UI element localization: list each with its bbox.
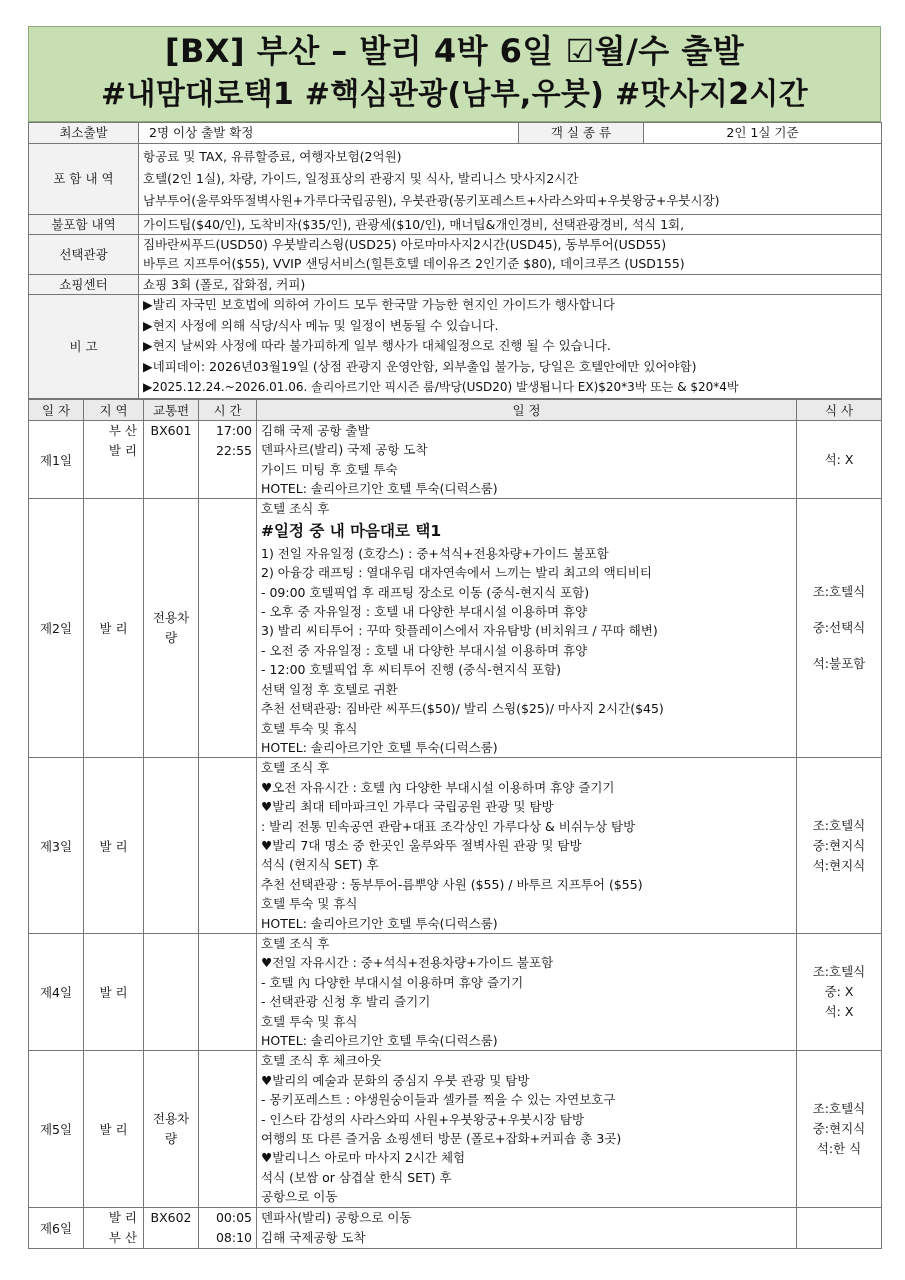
itinerary-line: 석식 (현지식 SET) 후 bbox=[261, 857, 379, 873]
itinerary-line: 3) 발리 씨티투어 : 꾸따 핫플레이스에서 자유탐방 (비치워크 / 꾸따 해변) bbox=[261, 623, 658, 639]
remark-line: ▶2025.12.24.~2026.01.06. 솔리아르기안 픽시즌 룸/박당(USD20) 발생됩니다 EX)$20*3박 또는 & $20*4박 bbox=[143, 380, 739, 395]
itinerary-line: 호텔 조식 후 bbox=[261, 935, 330, 951]
itinerary-line: 1) 전일 자유일정 (호캉스) : 중+석식+전용차량+가이드 불포함 bbox=[261, 545, 609, 561]
meal-cell bbox=[797, 1207, 882, 1248]
time-cell bbox=[199, 758, 257, 934]
region-name: 발 리 bbox=[84, 933, 144, 1050]
itinerary-line: 추천 선택관광: 짐바란 씨푸드($50)/ 발리 스윙($25)/ 마사지 2시간($45) bbox=[261, 701, 664, 717]
time-cell bbox=[199, 1051, 257, 1207]
remarks-label: 비 고 bbox=[29, 295, 139, 399]
meal-item: 조:호텔식 bbox=[812, 584, 866, 600]
day-label: 제2일 bbox=[29, 499, 84, 758]
itinerary-line: - 12:00 호텔픽업 후 씨티투어 진행 (중식-현지식 포함) bbox=[261, 662, 561, 678]
col-header-region: 지 역 bbox=[84, 399, 144, 420]
included-line: 항공료 및 TAX, 유류할증료, 여행자보험(2억원) bbox=[143, 148, 402, 164]
meal-cell bbox=[797, 933, 882, 1050]
itinerary-line: 김해 국제 공항 출발 bbox=[261, 422, 370, 438]
day-row bbox=[29, 758, 882, 934]
meal-item: 중: X bbox=[824, 984, 854, 1000]
transport-cell bbox=[144, 933, 199, 1050]
time-cell bbox=[199, 933, 257, 1050]
time-value: 00:05 bbox=[215, 1209, 252, 1225]
day-row bbox=[29, 1051, 882, 1207]
included-label: 포 함 내 역 bbox=[29, 143, 139, 214]
itinerary-line: 가이드 미팅 후 호텔 투숙 bbox=[261, 461, 398, 477]
itinerary-line: 2) 아융강 래프팅 : 열대우림 대자연속에서 느끼는 발리 최고의 액티비티 bbox=[261, 565, 652, 581]
transport-cell: BX601 bbox=[144, 420, 199, 499]
remark-line: ▶네피데이: 2026년03월19일 (상점 관광지 운영안함, 외부출입 불가능, 당일은 호텔안에만 있어야함) bbox=[143, 358, 697, 374]
day-label: 제3일 bbox=[29, 758, 84, 934]
meal-item: 중:선택식 bbox=[812, 620, 866, 636]
meal-item: 중:현지식 bbox=[812, 837, 866, 853]
remark-line: ▶현지 날씨와 사정에 따라 불가피하게 일부 행사가 대체일정으로 진행 될 수 있습니다. bbox=[143, 338, 611, 354]
itinerary-line: ♥발리 7대 명소 중 한곳인 울루와뚜 절벽사원 관광 및 탐방 bbox=[261, 837, 582, 853]
day-label: 제5일 bbox=[29, 1051, 84, 1207]
col-header-day: 일 자 bbox=[29, 399, 84, 420]
itinerary-line: - 오전 중 자유일정 : 호텔 내 다양한 부대시설 이용하며 휴양 bbox=[261, 642, 588, 658]
optional-tours-list bbox=[139, 235, 882, 275]
meal-item: 석:한 식 bbox=[816, 1141, 862, 1157]
itinerary-line: - 오후 중 자유일정 : 호텔 내 다양한 부대시설 이용하며 휴양 bbox=[261, 604, 588, 620]
day-row bbox=[29, 499, 882, 758]
itinerary-line: ♥발리 최대 테마파크인 가루다 국립공원 관광 및 탐방 bbox=[261, 799, 554, 815]
itinerary-line: HOTEL: 솔리아르기안 호텔 투숙(디럭스룸) bbox=[261, 739, 498, 755]
included-list bbox=[139, 143, 882, 214]
itinerary-line: 선택 일정 후 호텔로 귀환 bbox=[261, 681, 398, 697]
transport-cell bbox=[144, 758, 199, 934]
time-value: 22:55 bbox=[215, 442, 252, 458]
region-name: 발 리 bbox=[108, 442, 137, 458]
itinerary-line: 호텔 투숙 및 휴식 bbox=[261, 720, 358, 736]
meal-cell bbox=[797, 420, 882, 499]
itinerary-line: HOTEL: 솔리아르기안 호텔 투숙(디럭스룸) bbox=[261, 1033, 498, 1048]
included-line: 호텔(2인 1실), 차량, 가이드, 일정표상의 관광지 및 식사, 발리니스 맛사지2시간 bbox=[143, 170, 579, 186]
day-label: 제4일 bbox=[29, 933, 84, 1050]
transport-cell: BX602 bbox=[144, 1207, 199, 1248]
itinerary-line: 덴파사르(발리) 국제 공항 도착 bbox=[261, 442, 428, 458]
itinerary-line: 여행의 또 다른 즐거움 쇼핑센터 방문 (폴로+잡화+커피숍 총 3곳) bbox=[261, 1131, 622, 1147]
itinerary-line: 호텔 조식 후 bbox=[261, 501, 330, 517]
itinerary-line: 추천 선택관광 : 동부투어-름뿌양 사원 ($55) / 바투르 지프투어 ($55) bbox=[261, 876, 643, 892]
region-name: 부 산 bbox=[108, 422, 137, 438]
itinerary-line: 호텔 투숙 및 휴식 bbox=[261, 1013, 358, 1029]
excluded-label: 불포함 내역 bbox=[29, 214, 139, 235]
meal-item: 중:현지식 bbox=[812, 1121, 866, 1137]
itinerary-cell bbox=[257, 1207, 797, 1248]
itinerary-cell bbox=[257, 1051, 797, 1207]
remarks-list bbox=[139, 295, 882, 399]
itinerary-line: 김해 국제공항 도착 bbox=[261, 1229, 366, 1245]
itinerary-line: 공항으로 이동 bbox=[261, 1189, 338, 1205]
itinerary-line: HOTEL: 솔리아르기안 호텔 투숙(디럭스룸) bbox=[261, 915, 498, 931]
day-label: 제6일 bbox=[29, 1207, 84, 1248]
col-header-itinerary: 일 정 bbox=[257, 399, 797, 420]
region-name: 발 리 bbox=[84, 758, 144, 934]
itinerary-line: ♥오전 자유시간 : 호텔 內 다양한 부대시설 이용하며 휴양 즐기기 bbox=[261, 779, 615, 795]
region-cell bbox=[84, 1207, 144, 1248]
meal-item: 석: X bbox=[824, 451, 854, 467]
itinerary-highlight: #일정 중 내 마음대로 택1 bbox=[261, 521, 442, 540]
meal-cell bbox=[797, 1051, 882, 1207]
meal-cell bbox=[797, 499, 882, 758]
optional-tours-line: 바투르 지프투어($55), VVIP 샌딩서비스(힐튼호텔 데이유즈 2인기준 $80), 데이크루즈 (USD155) bbox=[143, 256, 685, 272]
transport-cell: 전용차량 bbox=[144, 499, 199, 758]
region-name: 발 리 bbox=[108, 1209, 137, 1225]
col-header-transport: 교통편 bbox=[144, 399, 199, 420]
shopping-label: 쇼핑센터 bbox=[29, 274, 139, 295]
room-type-value: 2인 1실 기준 bbox=[644, 123, 882, 144]
shopping-value: 쇼핑 3회 (폴로, 잡화점, 커피) bbox=[139, 274, 882, 295]
itinerary-line: - 선택관광 신청 후 발리 즐기기 bbox=[261, 994, 431, 1010]
included-line: 남부투어(울루와뚜절벽사원+가루다국립공원), 우붓관광(몽키포레스트+사라스와띠+우붓왕궁+우붓시장) bbox=[143, 192, 720, 208]
itinerary-line: 호텔 투숙 및 휴식 bbox=[261, 896, 358, 912]
region-name: 부 산 bbox=[108, 1229, 137, 1245]
min-departure-label: 최소출발 bbox=[29, 123, 139, 144]
itinerary-line: ♥발리니스 아로마 마사지 2시간 체험 bbox=[261, 1150, 466, 1166]
meal-cell bbox=[797, 758, 882, 934]
day-row bbox=[29, 933, 882, 1050]
col-header-time: 시 간 bbox=[199, 399, 257, 420]
info-table bbox=[28, 122, 882, 399]
itinerary-line: - 몽키포레스트 : 야생원숭이들과 셀카를 찍을 수 있는 자연보호구 bbox=[261, 1092, 616, 1108]
room-type-label: 객 실 종 류 bbox=[519, 123, 644, 144]
itinerary-cell bbox=[257, 420, 797, 499]
title-line-2: #내맘대로택1 #핵심관광(남부,우붓) #맛사지2시간 bbox=[101, 77, 808, 112]
itinerary-line: HOTEL: 솔리아르기안 호텔 투숙(디럭스룸) bbox=[261, 481, 498, 497]
excluded-value: 가이드팁($40/인), 도착비자($35/인), 관광세($10/인), 매너팁&개인경비, 선택관광경비, 석식 1회, bbox=[139, 214, 882, 235]
min-departure-value: 2명 이상 출발 확정 bbox=[139, 123, 519, 144]
col-header-meals: 식 사 bbox=[797, 399, 882, 420]
time-value: 08:10 bbox=[215, 1229, 252, 1245]
meal-item: 조:호텔식 bbox=[812, 1101, 866, 1117]
meal-item: 조:호텔식 bbox=[812, 817, 866, 833]
title-banner bbox=[28, 26, 881, 122]
time-value: 17:00 bbox=[215, 422, 252, 438]
meal-item: 석: X bbox=[824, 1004, 854, 1020]
region-name: 발 리 bbox=[84, 499, 144, 758]
day-row bbox=[29, 420, 882, 499]
itinerary-line: 호텔 조식 후 체크아웃 bbox=[261, 1053, 382, 1069]
transport-cell: 전용차량 bbox=[144, 1051, 199, 1207]
optional-tours-label: 선택관광 bbox=[29, 235, 139, 275]
itinerary-cell bbox=[257, 499, 797, 758]
schedule-table bbox=[28, 399, 882, 1249]
meal-item: 석:불포함 bbox=[812, 656, 866, 672]
time-cell bbox=[199, 420, 257, 499]
remark-line: ▶발리 자국민 보호법에 의하여 가이드 모두 한국말 가능한 현지인 가이드가 행사합니다 bbox=[143, 297, 615, 313]
itinerary-line: : 발리 전통 민속공연 관람+대표 조각상인 가루다상 & 비쉬누상 탐방 bbox=[261, 818, 636, 834]
itinerary-line: - 인스타 감성의 사라스와띠 사원+우붓왕궁+우붓시장 탐방 bbox=[261, 1111, 585, 1127]
meal-item: 조:호텔식 bbox=[812, 964, 866, 980]
itinerary-line: - 09:00 호텔픽업 후 래프팅 장소로 이동 (중식-현지식 포함) bbox=[261, 584, 590, 600]
meal-item: 석:현지식 bbox=[812, 857, 866, 873]
time-cell bbox=[199, 499, 257, 758]
itinerary-line: 호텔 조식 후 bbox=[261, 760, 330, 776]
region-cell bbox=[84, 420, 144, 499]
itinerary-line: ♥전일 자유시간 : 중+석식+전용차량+가이드 불포함 bbox=[261, 955, 554, 971]
day-row bbox=[29, 1207, 882, 1248]
itinerary-document bbox=[28, 26, 881, 1249]
itinerary-cell bbox=[257, 933, 797, 1050]
title-line-1: [BX] 부산 – 발리 4박 6일 ☑월/수 출발 bbox=[164, 32, 745, 70]
remark-line: ▶현지 사정에 의해 식당/식사 메뉴 및 일정이 변동될 수 있습니다. bbox=[143, 317, 499, 333]
itinerary-cell bbox=[257, 758, 797, 934]
day-label: 제1일 bbox=[29, 420, 84, 499]
optional-tours-line: 짐바란씨푸드(USD50) 우붓발리스윙(USD25) 아로마마사지2시간(USD45), 동부투어(USD55) bbox=[143, 237, 667, 252]
time-cell bbox=[199, 1207, 257, 1248]
itinerary-line: 덴파사(발리) 공항으로 이동 bbox=[261, 1210, 412, 1226]
region-name: 발 리 bbox=[84, 1051, 144, 1207]
itinerary-line: - 호텔 內 다양한 부대시설 이용하며 휴양 즐기기 bbox=[261, 974, 524, 990]
itinerary-line: 석식 (보쌈 or 삼겹살 한식 SET) 후 bbox=[261, 1169, 452, 1185]
schedule-header-row bbox=[29, 399, 882, 420]
itinerary-line: ♥발리의 예술과 문화의 중심지 우붓 관광 및 탐방 bbox=[261, 1072, 530, 1088]
